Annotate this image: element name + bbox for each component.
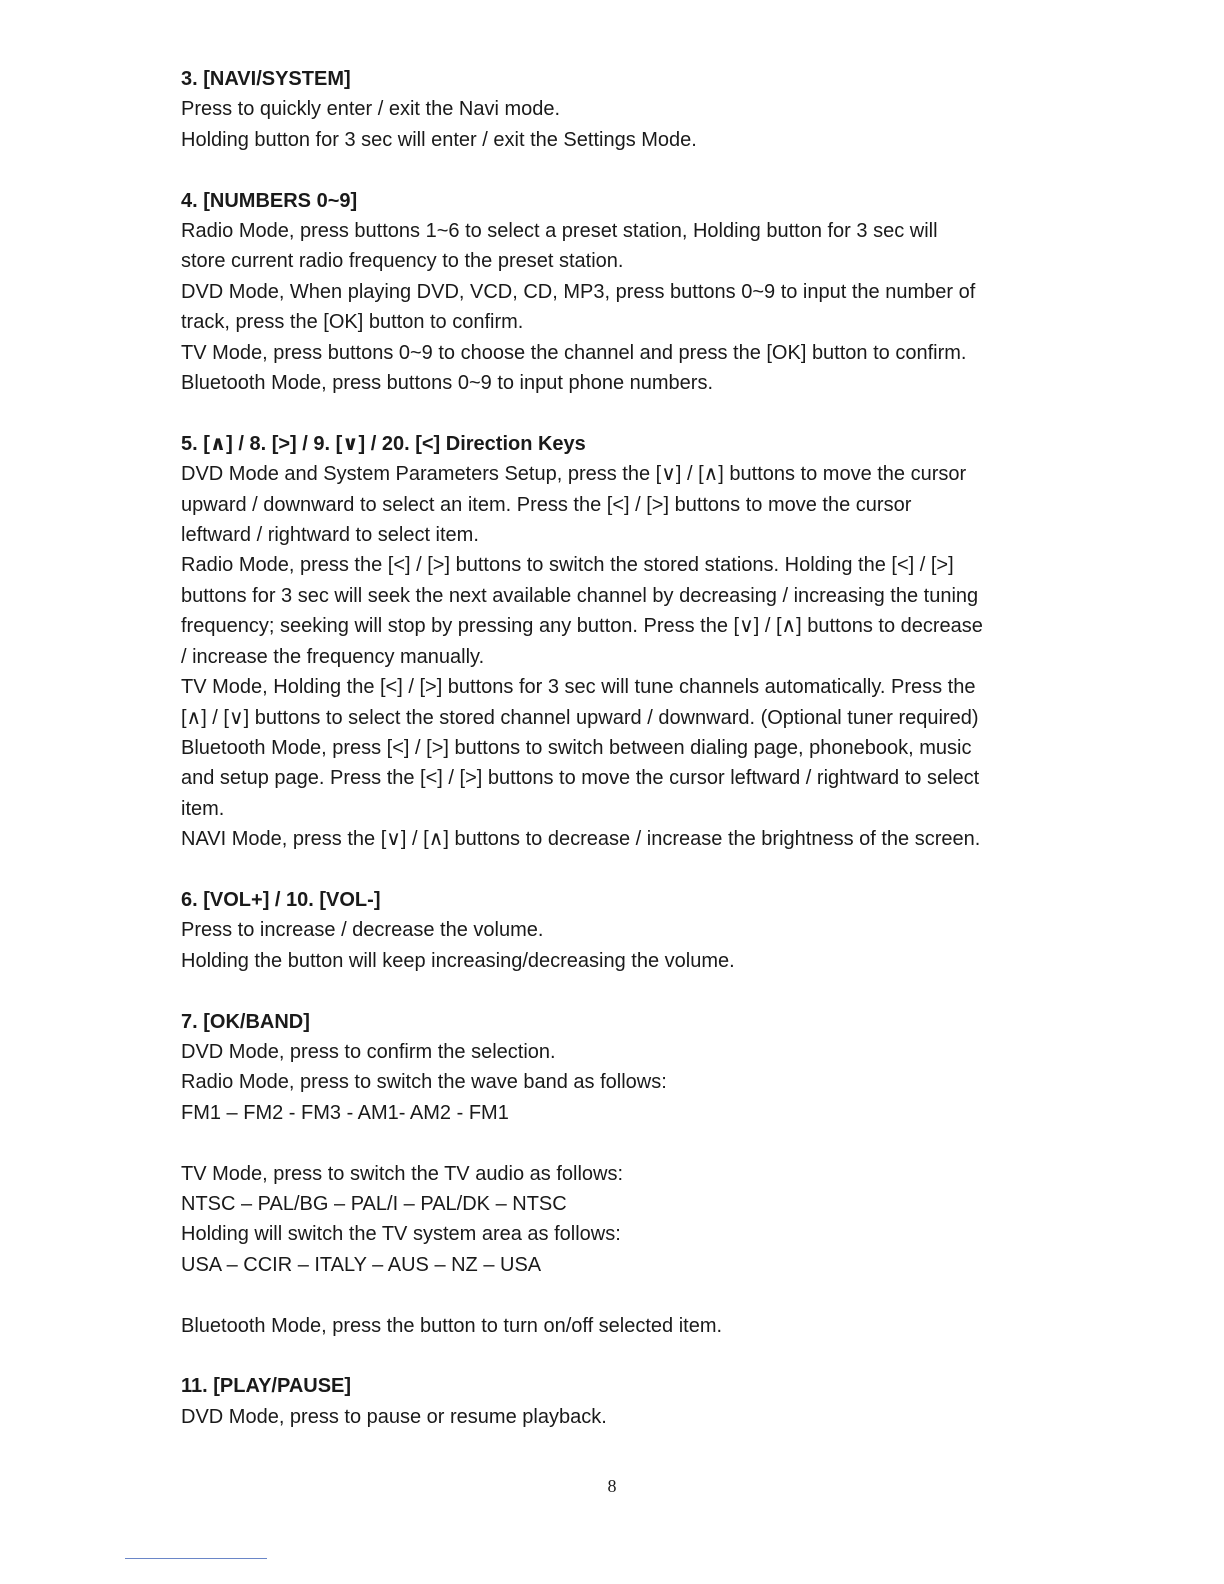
text-line: Holding will switch the TV system area as follows: bbox=[181, 1223, 621, 1246]
text-line: upward / downward to select an item. Press the [<] / [>] buttons to move the cursor bbox=[181, 493, 912, 516]
text-line: TV Mode, press buttons 0~9 to choose the channel and press the [OK] button to confirm. bbox=[181, 341, 967, 364]
blank-line bbox=[181, 1128, 1051, 1158]
section-paragraph bbox=[181, 1311, 1051, 1341]
text-line: Radio Mode, press the [<] / [>] buttons to switch the stored stations. Holding the [<] / [>] bbox=[181, 554, 954, 577]
text-line: FM1 – FM2 - FM3 - AM1- AM2 - FM1 bbox=[181, 1101, 509, 1124]
footnote-separator-line bbox=[125, 1558, 267, 1559]
text-line: Press to quickly enter / exit the Navi mode. bbox=[181, 98, 561, 121]
text-line: Radio Mode, press to switch the wave band as follows: bbox=[181, 1071, 667, 1094]
section-paragraph bbox=[181, 1250, 1051, 1280]
manual-section bbox=[181, 885, 1051, 976]
text-line: Bluetooth Mode, press [<] / [>] buttons to switch between dialing page, phonebook, music bbox=[181, 736, 972, 759]
section-heading: 3. [NAVI/SYSTEM] bbox=[181, 68, 351, 90]
text-line: Bluetooth Mode, press buttons 0~9 to input phone numbers. bbox=[181, 372, 714, 395]
text-line: / increase the frequency manually. bbox=[181, 645, 485, 668]
text-line: Radio Mode, press buttons 1~6 to select a preset station, Holding button for 3 sec will bbox=[181, 220, 938, 243]
section-paragraph bbox=[181, 733, 1051, 824]
section-heading: 7. [OK/BAND] bbox=[181, 1010, 310, 1033]
manual-section bbox=[181, 429, 1051, 855]
manual-section bbox=[181, 64, 1051, 155]
section-paragraph bbox=[181, 915, 1051, 945]
text-line: NAVI Mode, press the [∨] / [∧] buttons to decrease / increase the brightness of the screen. bbox=[181, 828, 981, 851]
page-number: 8 bbox=[607, 1476, 617, 1496]
section-paragraph bbox=[181, 1098, 1051, 1128]
section-paragraph bbox=[181, 338, 1051, 368]
section-heading: 5. [∧] / 8. [>] / 9. [∨] / 20. [<] Direction Keys bbox=[181, 432, 586, 455]
text-line: Bluetooth Mode, press the button to turn on/off selected item. bbox=[181, 1314, 723, 1337]
section-paragraph bbox=[181, 277, 1051, 338]
section-paragraph bbox=[181, 1159, 1051, 1189]
section-heading: 6. [VOL+] / 10. [VOL-] bbox=[181, 888, 381, 911]
section-paragraph bbox=[181, 368, 1051, 398]
blank-line bbox=[181, 1280, 1051, 1310]
section-heading: 4. [NUMBERS 0~9] bbox=[181, 189, 358, 212]
manual-section bbox=[181, 1007, 1051, 1341]
section-paragraph bbox=[181, 1219, 1051, 1249]
text-line: NTSC – PAL/BG – PAL/I – PAL/DK – NTSC bbox=[181, 1192, 567, 1215]
section-paragraph bbox=[181, 125, 1051, 155]
manual-section bbox=[181, 186, 1051, 399]
text-line: DVD Mode, press to confirm the selection. bbox=[181, 1040, 556, 1063]
section-paragraph bbox=[181, 1037, 1051, 1067]
text-line: DVD Mode and System Parameters Setup, press the [∨] / [∧] buttons to move the cursor bbox=[181, 463, 967, 486]
section-paragraph bbox=[181, 672, 1051, 733]
text-line: Holding the button will keep increasing/decreasing the volume. bbox=[181, 949, 735, 972]
manual-page-content bbox=[181, 64, 1051, 1463]
manual-section bbox=[181, 1371, 1051, 1432]
text-line: Holding button for 3 sec will enter / exit the Settings Mode. bbox=[181, 128, 697, 151]
section-paragraph bbox=[181, 1067, 1051, 1097]
section-paragraph bbox=[181, 216, 1051, 277]
section-paragraph bbox=[181, 459, 1051, 550]
text-line: TV Mode, press to switch the TV audio as follows: bbox=[181, 1162, 624, 1185]
section-paragraph bbox=[181, 1189, 1051, 1219]
text-line: DVD Mode, When playing DVD, VCD, CD, MP3, press buttons 0~9 to input the number of bbox=[181, 280, 976, 303]
text-line: item. bbox=[181, 797, 225, 820]
text-line: TV Mode, Holding the [<] / [>] buttons for 3 sec will tune channels automatically. Press the bbox=[181, 676, 976, 699]
text-line: track, press the [OK] button to confirm. bbox=[181, 311, 524, 334]
text-line: DVD Mode, press to pause or resume playback. bbox=[181, 1405, 607, 1428]
text-line: Press to increase / decrease the volume. bbox=[181, 919, 544, 942]
text-line: USA – CCIR – ITALY – AUS – NZ – USA bbox=[181, 1253, 542, 1276]
section-paragraph bbox=[181, 824, 1051, 854]
section-paragraph bbox=[181, 94, 1051, 124]
text-line: and setup page. Press the [<] / [>] buttons to move the cursor leftward / rightward to select bbox=[181, 767, 980, 790]
text-line: buttons for 3 sec will seek the next available channel by decreasing / increasing the tuning bbox=[181, 584, 979, 607]
section-paragraph bbox=[181, 550, 1051, 672]
section-paragraph bbox=[181, 946, 1051, 976]
text-line: [∧] / [∨] buttons to select the stored channel upward / downward. (Optional tuner required) bbox=[181, 706, 979, 729]
section-heading: 11. [PLAY/PAUSE] bbox=[181, 1375, 352, 1398]
section-paragraph bbox=[181, 1402, 1051, 1432]
text-line: store current radio frequency to the preset station. bbox=[181, 250, 624, 273]
text-line: frequency; seeking will stop by pressing any button. Press the [∨] / [∧] buttons to decrease bbox=[181, 615, 983, 638]
text-line: leftward / rightward to select item. bbox=[181, 524, 479, 547]
